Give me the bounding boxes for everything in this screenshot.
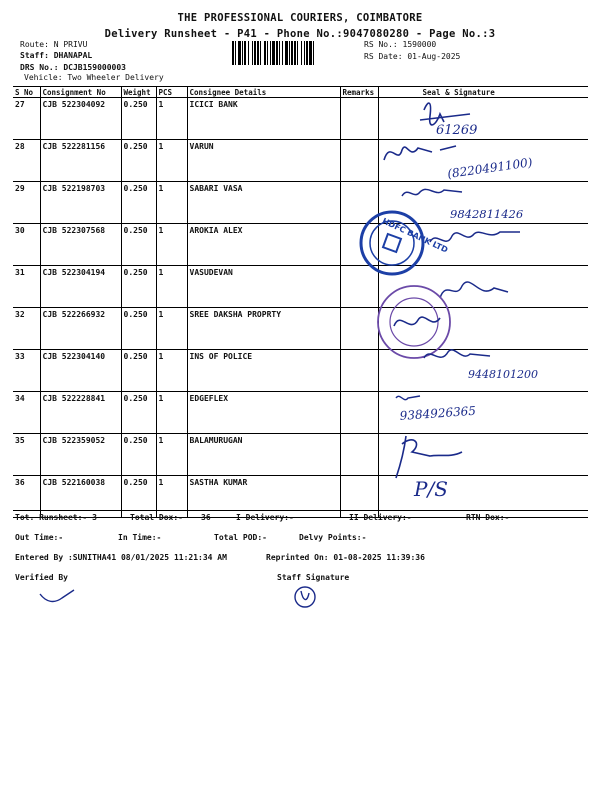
rs-date: RS Date: 01-Aug-2025 bbox=[364, 52, 461, 61]
rtn-dox: RTN Dox:- bbox=[466, 513, 510, 522]
cell-remarks bbox=[340, 266, 378, 308]
cell-consignee: VARUN bbox=[187, 140, 340, 182]
total-pod: Total POD:- bbox=[214, 533, 267, 542]
cell-seal-signature bbox=[378, 140, 588, 182]
cell-seal-signature bbox=[378, 392, 588, 434]
barcode-bar bbox=[252, 41, 253, 65]
table-row bbox=[13, 392, 588, 434]
col-remarks: Remarks bbox=[340, 87, 378, 98]
barcode-bar bbox=[267, 41, 268, 65]
cell-remarks bbox=[340, 350, 378, 392]
cell-seal-signature bbox=[378, 98, 588, 140]
barcode-bar bbox=[248, 41, 249, 65]
cell-consignee: ICICI BANK bbox=[187, 98, 340, 140]
cell-consignment: CJB 522160038 bbox=[40, 476, 121, 518]
total-dox-value: 36 bbox=[201, 513, 211, 522]
handwriting-row-36: P/S bbox=[414, 477, 448, 501]
cell-seal-signature bbox=[378, 350, 588, 392]
cell-pcs: 1 bbox=[156, 476, 187, 518]
cell-remarks bbox=[340, 224, 378, 266]
table-row bbox=[13, 98, 588, 140]
total-dox-label: Total Dox:- bbox=[130, 513, 183, 522]
cell-remarks bbox=[340, 476, 378, 518]
verified-by: Verified By bbox=[15, 573, 68, 582]
cell-consignment: CJB 522359052 bbox=[40, 434, 121, 476]
staff-signature-label: Staff Signature bbox=[277, 573, 350, 582]
cell-sno: 34 bbox=[13, 392, 40, 434]
cell-weight: 0.250 bbox=[121, 98, 156, 140]
cell-weight: 0.250 bbox=[121, 392, 156, 434]
table-row bbox=[13, 308, 588, 350]
barcode-bar bbox=[242, 41, 243, 65]
barcode-bar bbox=[301, 41, 302, 65]
cell-weight: 0.250 bbox=[121, 434, 156, 476]
barcode-bar bbox=[294, 41, 296, 65]
verified-signature bbox=[40, 590, 74, 601]
cell-consignment: CJB 522304140 bbox=[40, 350, 121, 392]
cell-pcs: 1 bbox=[156, 182, 187, 224]
barcode-bar bbox=[260, 41, 261, 65]
barcode-bar bbox=[276, 41, 278, 65]
delvy-points: Delvy Points:- bbox=[299, 533, 367, 542]
barcode-bar bbox=[291, 41, 293, 65]
cell-consignee: SASTHA KUMAR bbox=[187, 476, 340, 518]
cell-remarks bbox=[340, 392, 378, 434]
cell-weight: 0.250 bbox=[121, 350, 156, 392]
handwriting-row-29: 9842811426 bbox=[450, 207, 524, 221]
company-title: THE PROFESSIONAL COURIERS, COIMBATORE bbox=[177, 12, 423, 24]
cell-seal-signature bbox=[378, 476, 588, 518]
handwriting-row-27: 61269 bbox=[436, 123, 478, 138]
barcode-bar bbox=[257, 41, 259, 65]
cell-sno: 36 bbox=[13, 476, 40, 518]
handwriting-row-34: 9384926365 bbox=[399, 403, 477, 423]
cell-remarks bbox=[340, 434, 378, 476]
runsheet-table bbox=[13, 86, 588, 518]
barcode bbox=[232, 41, 357, 65]
col-sno: S No bbox=[13, 87, 40, 98]
reprinted-on: Reprinted On: 01-08-2025 11:39:36 bbox=[266, 553, 425, 562]
cell-consignee: INS OF POLICE bbox=[187, 350, 340, 392]
barcode-bar bbox=[309, 41, 312, 65]
col-consignment: Consignment No bbox=[40, 87, 121, 98]
barcode-bar bbox=[285, 41, 288, 65]
barcode-bar bbox=[304, 41, 305, 65]
runsheet-subtitle: Delivery Runsheet - P41 - Phone No.:9047080280 - Page No.:3 bbox=[104, 28, 496, 40]
col-pcs: PCS bbox=[156, 87, 187, 98]
cell-pcs: 1 bbox=[156, 98, 187, 140]
cell-pcs: 1 bbox=[156, 308, 187, 350]
cell-seal-signature bbox=[378, 182, 588, 224]
cell-sno: 31 bbox=[13, 266, 40, 308]
cell-consignee: AROKIA ALEX bbox=[187, 224, 340, 266]
cell-seal-signature bbox=[378, 224, 588, 266]
table-bottom-rule bbox=[13, 510, 588, 511]
hdfc-stamp-text: HDFC BANK LTD bbox=[380, 216, 450, 255]
cell-consignment: CJB 522198703 bbox=[40, 182, 121, 224]
cell-consignee: EDGEFLEX bbox=[187, 392, 340, 434]
barcode-bar bbox=[313, 41, 314, 65]
table-header-row bbox=[13, 87, 588, 98]
barcode-bar bbox=[272, 41, 275, 65]
barcode-bar bbox=[279, 41, 280, 65]
table-row bbox=[13, 266, 588, 308]
cell-remarks bbox=[340, 182, 378, 224]
barcode-bar bbox=[244, 41, 246, 65]
barcode-bar bbox=[264, 41, 266, 65]
cell-sno: 35 bbox=[13, 434, 40, 476]
handwriting-row-33: 9448101200 bbox=[468, 368, 538, 381]
cell-consignment: CJB 522266932 bbox=[40, 308, 121, 350]
cell-sno: 29 bbox=[13, 182, 40, 224]
table-row bbox=[13, 434, 588, 476]
cell-consignment: CJB 522307568 bbox=[40, 224, 121, 266]
cell-seal-signature bbox=[378, 266, 588, 308]
i-delivery: I Delivery:- bbox=[236, 513, 294, 522]
barcode-bar bbox=[232, 41, 234, 65]
cell-weight: 0.250 bbox=[121, 308, 156, 350]
out-time: Out Time:- bbox=[15, 533, 64, 542]
table-row bbox=[13, 350, 588, 392]
in-time: In Time:- bbox=[118, 533, 162, 542]
handwriting-row-28: (8220491100) bbox=[446, 155, 534, 181]
cell-weight: 0.250 bbox=[121, 476, 156, 518]
cell-seal-signature bbox=[378, 308, 588, 350]
col-seal-signature: Seal & Signature bbox=[378, 87, 588, 98]
cell-pcs: 1 bbox=[156, 434, 187, 476]
cell-weight: 0.250 bbox=[121, 266, 156, 308]
entered-by: Entered By :SUNITHA41 08/01/2025 11:21:34 AM bbox=[15, 553, 227, 562]
barcode-bar bbox=[270, 41, 271, 65]
cell-weight: 0.250 bbox=[121, 182, 156, 224]
cell-consignee: SREE DAKSHA PROPRTY bbox=[187, 308, 340, 350]
cell-consignment: CJB 522228841 bbox=[40, 392, 121, 434]
cell-remarks bbox=[340, 140, 378, 182]
vehicle-label: Vehicle: Two Wheeler Delivery bbox=[24, 73, 164, 82]
cell-consignment: CJB 522304092 bbox=[40, 98, 121, 140]
table-row bbox=[13, 182, 588, 224]
col-weight: Weight bbox=[121, 87, 156, 98]
barcode-bar bbox=[235, 41, 236, 65]
cell-sno: 27 bbox=[13, 98, 40, 140]
drs-number: DRS No.: DCJB159000003 bbox=[20, 63, 126, 72]
cell-sno: 33 bbox=[13, 350, 40, 392]
staff-label: Staff: DHANAPAL bbox=[20, 51, 93, 60]
cell-pcs: 1 bbox=[156, 224, 187, 266]
table-row bbox=[13, 140, 588, 182]
barcode-bar bbox=[297, 41, 298, 65]
col-consignee: Consignee Details bbox=[187, 87, 340, 98]
cell-pcs: 1 bbox=[156, 392, 187, 434]
barcode-bar bbox=[238, 41, 241, 65]
tot-runsheet: Tot. Runsheet:- 3 bbox=[15, 513, 97, 522]
rs-number: RS No.: 1590000 bbox=[364, 40, 437, 49]
cell-consignment: CJB 522304194 bbox=[40, 266, 121, 308]
route-label: Route: N PRIVU bbox=[20, 40, 88, 49]
cell-consignee: VASUDEVAN bbox=[187, 266, 340, 308]
cell-weight: 0.250 bbox=[121, 140, 156, 182]
barcode-bar bbox=[289, 41, 290, 65]
ii-delivery: II Delivery:- bbox=[349, 513, 412, 522]
cell-weight: 0.250 bbox=[121, 224, 156, 266]
table-row bbox=[13, 476, 588, 518]
cell-pcs: 1 bbox=[156, 140, 187, 182]
cell-sno: 28 bbox=[13, 140, 40, 182]
barcode-bar bbox=[254, 41, 256, 65]
barcode-bar bbox=[282, 41, 283, 65]
cell-remarks bbox=[340, 98, 378, 140]
cell-consignment: CJB 522281156 bbox=[40, 140, 121, 182]
table-row bbox=[13, 224, 588, 266]
cell-seal-signature bbox=[378, 434, 588, 476]
cell-sno: 32 bbox=[13, 308, 40, 350]
cell-pcs: 1 bbox=[156, 350, 187, 392]
cell-consignee: BALAMURUGAN bbox=[187, 434, 340, 476]
barcode-bar bbox=[306, 41, 308, 65]
cell-remarks bbox=[340, 308, 378, 350]
cell-sno: 30 bbox=[13, 224, 40, 266]
cell-pcs: 1 bbox=[156, 266, 187, 308]
cell-consignee: SABARI VASA bbox=[187, 182, 340, 224]
staff-signature-mark bbox=[295, 587, 315, 607]
